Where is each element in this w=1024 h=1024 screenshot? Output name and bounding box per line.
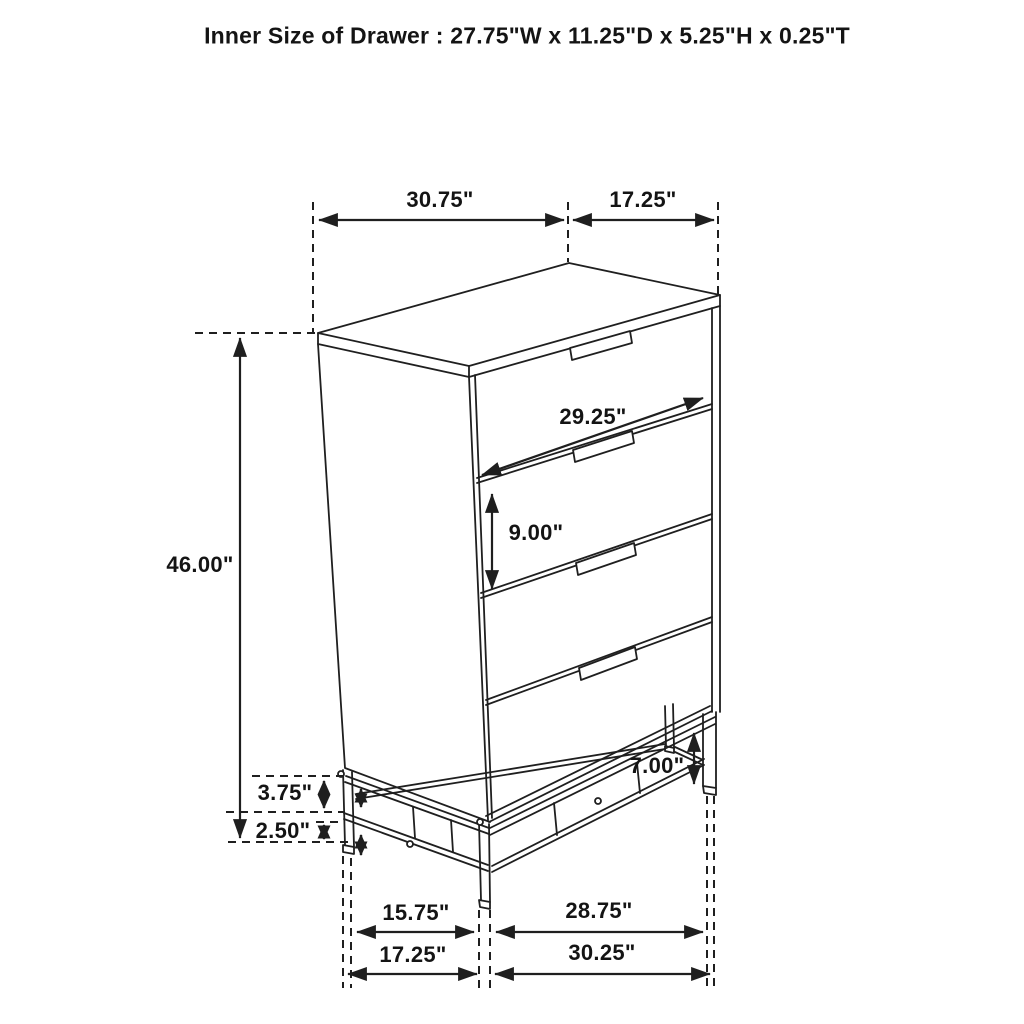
chest-top-face [318,263,720,377]
dim-top-depth-right: 17.25" [609,187,677,212]
chest-side-panel [318,344,492,822]
dim-base-depth-outer: 17.25" [379,942,447,967]
dim-drawer-height: 9.00" [508,520,564,545]
drawer-handle [576,543,636,575]
drawer-handle [573,431,634,462]
chest-front-drawers [477,306,720,822]
dim-leg-height: 7.00" [629,753,685,778]
base-frame [338,704,716,909]
dim-overall-height: 46.00" [166,552,234,577]
dim-base-width-inner: 28.75" [565,898,633,923]
dim-top-width-left: 30.75" [406,187,474,212]
dim-base-depth-inner: 15.75" [382,900,450,925]
diagram-title: Inner Size of Drawer : 27.75"W x 11.25"D x 5.25"H x 0.25"T [204,22,850,49]
leg-front-right [703,712,716,788]
dim-base-frame-height: 3.75" [257,780,313,805]
dim-drawer-width: 29.25" [559,404,627,429]
dim-foot-height: 2.50" [255,818,311,843]
dim-base-width-outer: 30.25" [568,940,636,965]
